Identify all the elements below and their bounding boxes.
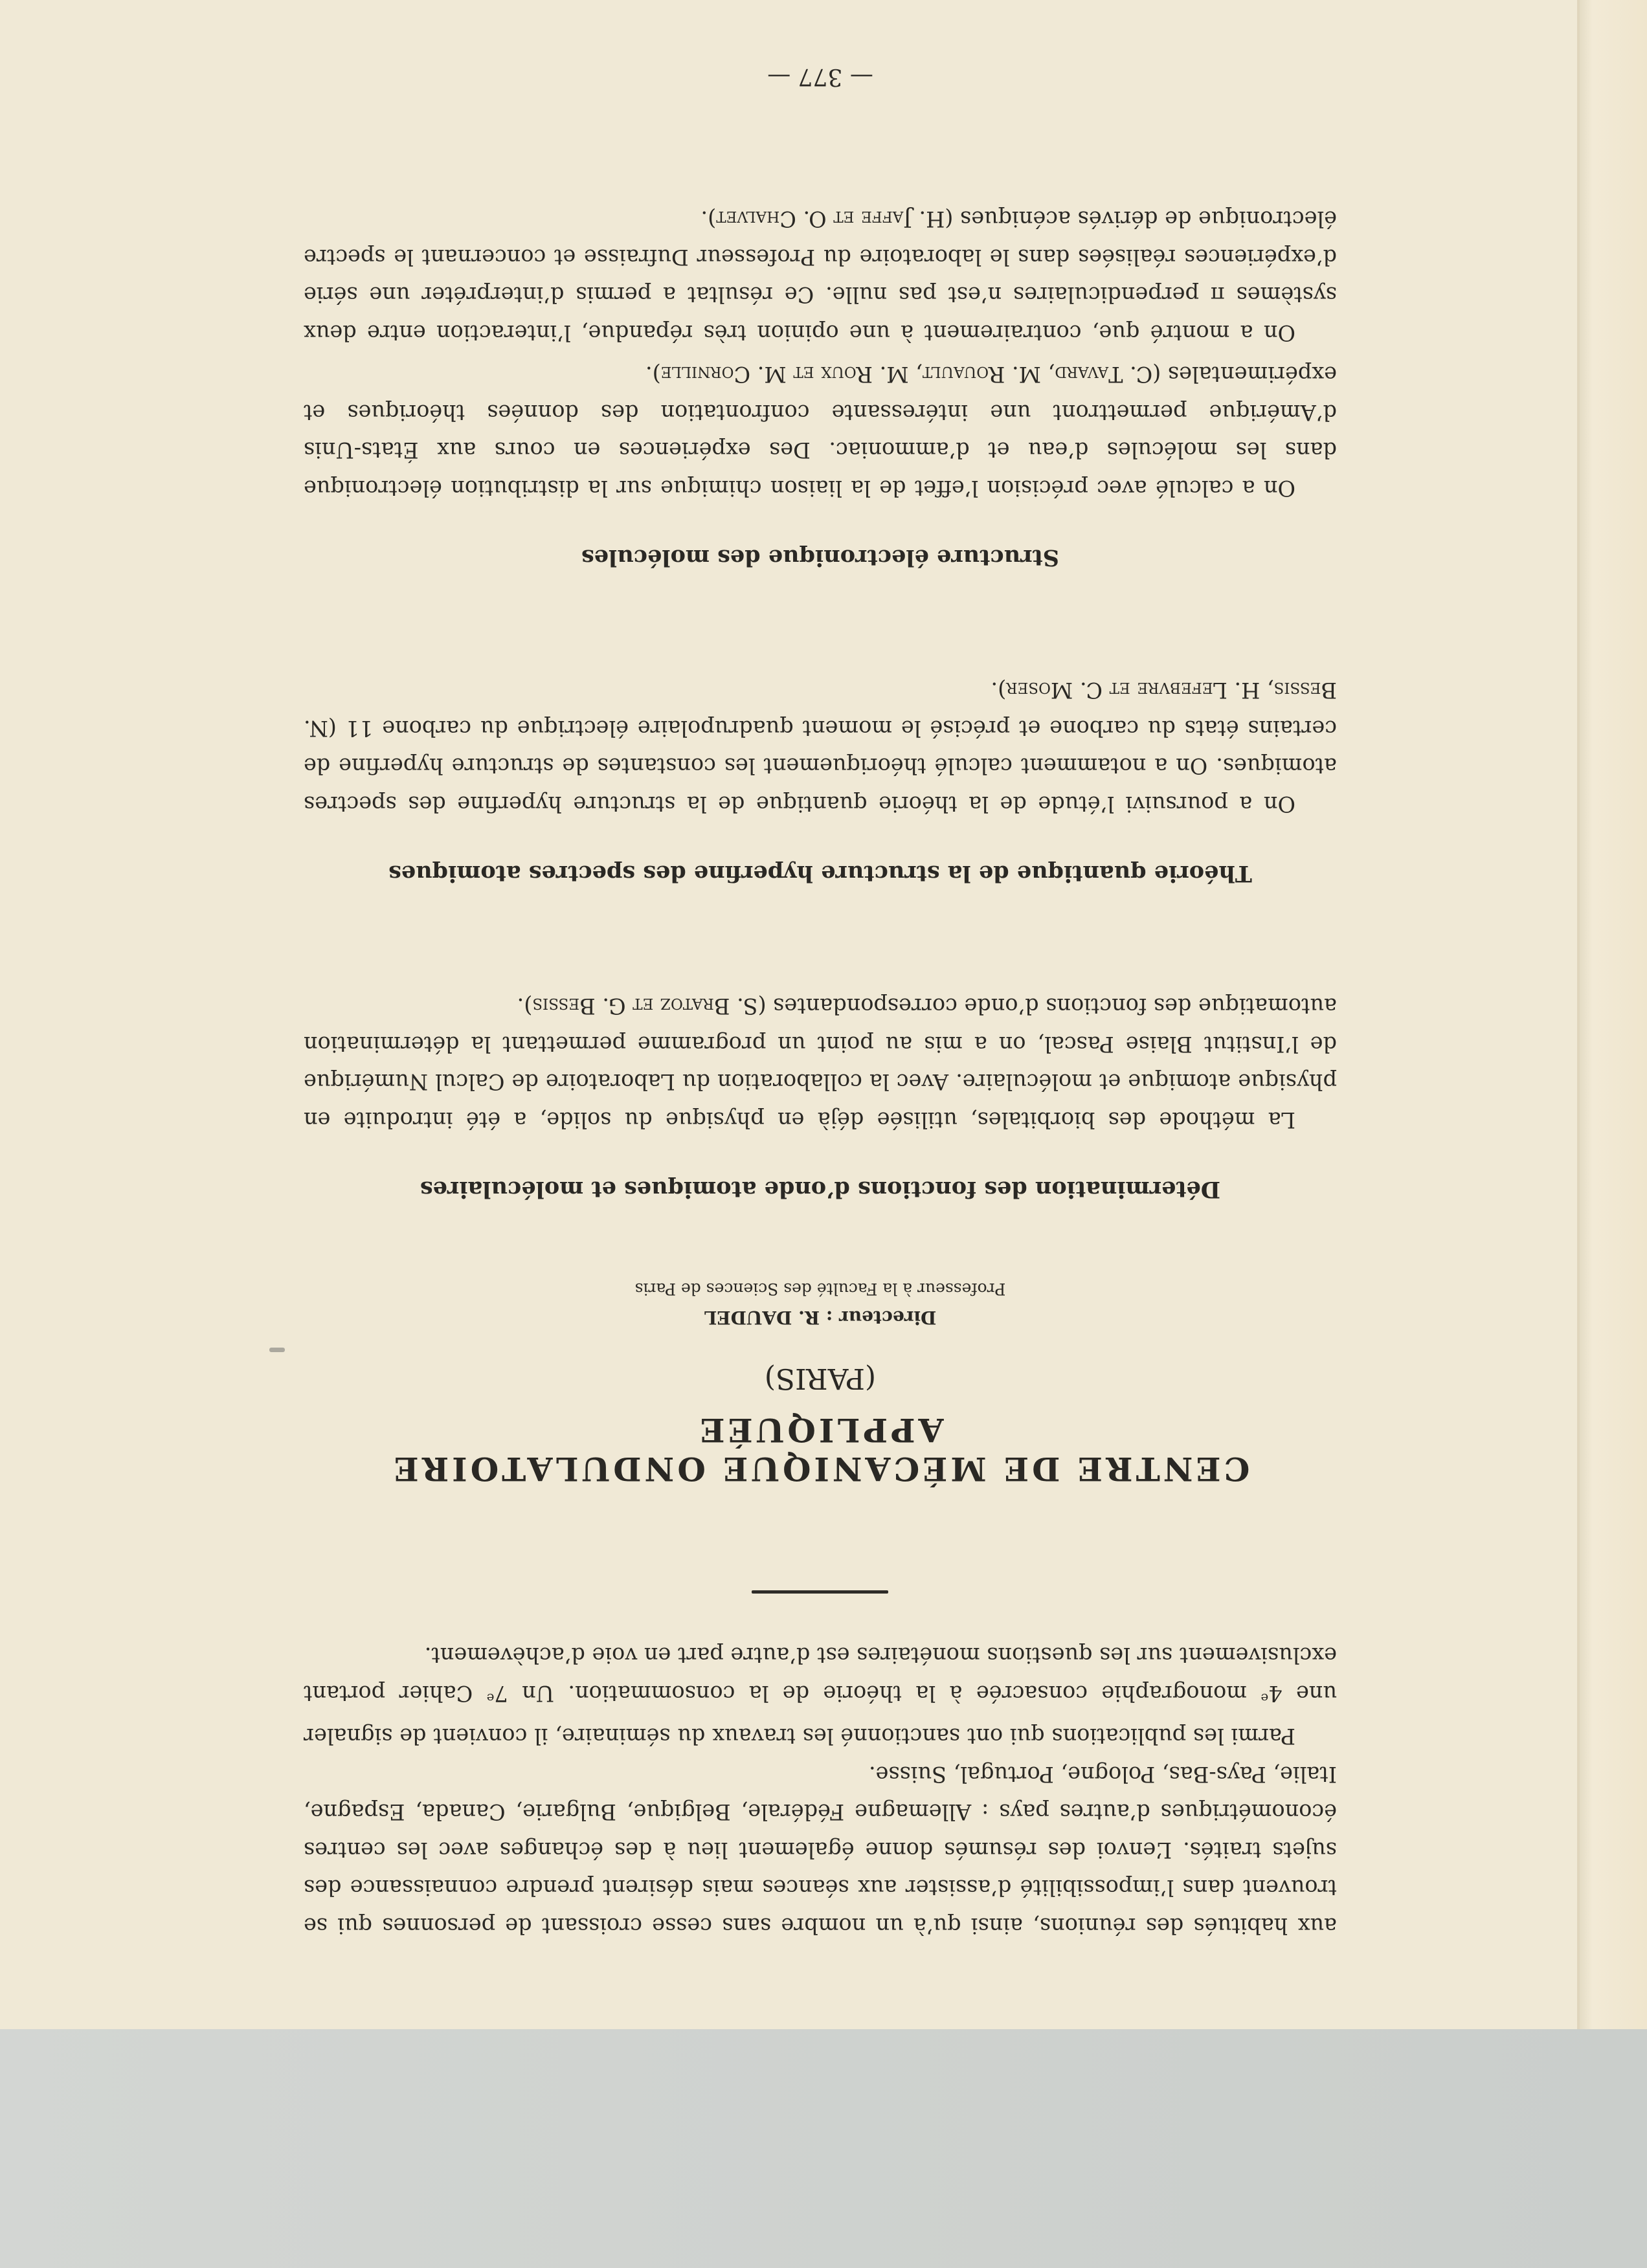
section-heading-hyperfine: Théorie quantique de la structure hyperfine des spectres atomiques bbox=[388, 860, 1252, 887]
paragraph-text: La méthode des biorbitales, utilisée déjà en physique du solide, a été introduite en physique atomique et moléculaire. Avec la collaboration du Laboratoire de Calcul Numérique de l’Institut Blaise Pascal, on a mis au point un programme permettant la détermination automatique des fonctions d’onde correspondantes bbox=[304, 994, 1337, 1133]
paragraph-authors: (C. Tavard, M. Rouault, M. Roux et M. Cornille). bbox=[645, 362, 1161, 388]
section-heading-molecules: Structure électronique des molécules bbox=[581, 544, 1059, 571]
paragraph-text: On a poursuivi l’étude de la théorie quantique de la structure hyperfine des spectres atomiques. On a notamment calculé théoriquement les constantes de structure hyperfine de certains états du carbone et précisé le moment quadrupolaire électrique du carbone 11 bbox=[304, 715, 1337, 817]
section-paragraph-molecules-2 bbox=[304, 200, 1337, 351]
ordinal-suffix: e bbox=[1260, 1691, 1269, 1706]
paragraph-authors: (N. Bessis, H. Lefebvre et C. Moser). bbox=[304, 678, 1337, 741]
section-heading-wave-functions: Détermination des fonctions d’onde atomiques et moléculaires bbox=[420, 1175, 1221, 1203]
centre-city: (PARIS) bbox=[764, 1361, 877, 1395]
centre-director: Directeur : R. DAUDEL bbox=[704, 1306, 937, 1328]
paragraph-authors: (H. Jaffe et O. Chalvet). bbox=[700, 206, 954, 232]
section-paragraph-molecules-1 bbox=[304, 355, 1337, 507]
centre-title: CENTRE DE MÉCANIQUE ONDULATOIRE APPLIQUÉE bbox=[390, 1410, 1250, 1488]
section-paragraph-wave-functions bbox=[304, 987, 1337, 1139]
section-paragraph-hyperfine bbox=[304, 671, 1337, 823]
ordinal-suffix: e bbox=[486, 1691, 495, 1706]
page-number: — 377 — bbox=[767, 63, 873, 90]
intro-paragraph-2-text: Parmi les publications qui ont sanctionné les travaux du séminaire, il convient de signaler une 4e monographie consacrée à la théorie de la consommation. Un 7e Cahier portant exclusivement sur les questions monétaires est d’autre part en voie d’achèvement. bbox=[304, 1643, 1337, 1750]
section-rule bbox=[752, 1590, 889, 1594]
paragraph-text: On a calculé avec précision l’effet de la liaison chimique sur la distribution électronique dans les molécules d’eau et d’ammoniac. Des expériences en cours aux États-Unis d’Amérique permettront une intéressante confrontation des données théoriques et expérimentales bbox=[304, 362, 1337, 501]
intro-paragraph-1: aux habitués des réunions, ainsi qu’à un nombre sans cesse croissant de personnes qui se trouvent dans l’impossibilité d’assister aux séances mais désirent prendre connaissance des sujets traités. L’envoi des résumés donne également lieu à des échanges avec les centres économétriques d’autres pays : Allemagne Fédérale, Belgique, Bulgarie, Canada, Espagne, Italie, Pays-Bas, Pologne, Portugal, Suisse. bbox=[304, 1762, 1337, 1939]
paragraph-authors: (S. Bratoz et G. Bessis). bbox=[517, 994, 767, 1019]
intro-paragraph-2 bbox=[304, 1636, 1337, 1755]
paragraph-text: On a montré que, contrairement à une opinion très répandue, l’interaction entre deux systèmes π perpendiculaires n’est pas nulle. Ce résultat a permis d’interpréter une série d’expériences réalisées dans le laboratoire du Professeur Dufraisse et concernant le spectre électronique de dérivés acéniques bbox=[304, 206, 1337, 346]
centre-director-role: Professeur à la Faculté des Sciences de Paris bbox=[634, 1279, 1006, 1298]
text-column bbox=[304, 60, 1337, 1944]
